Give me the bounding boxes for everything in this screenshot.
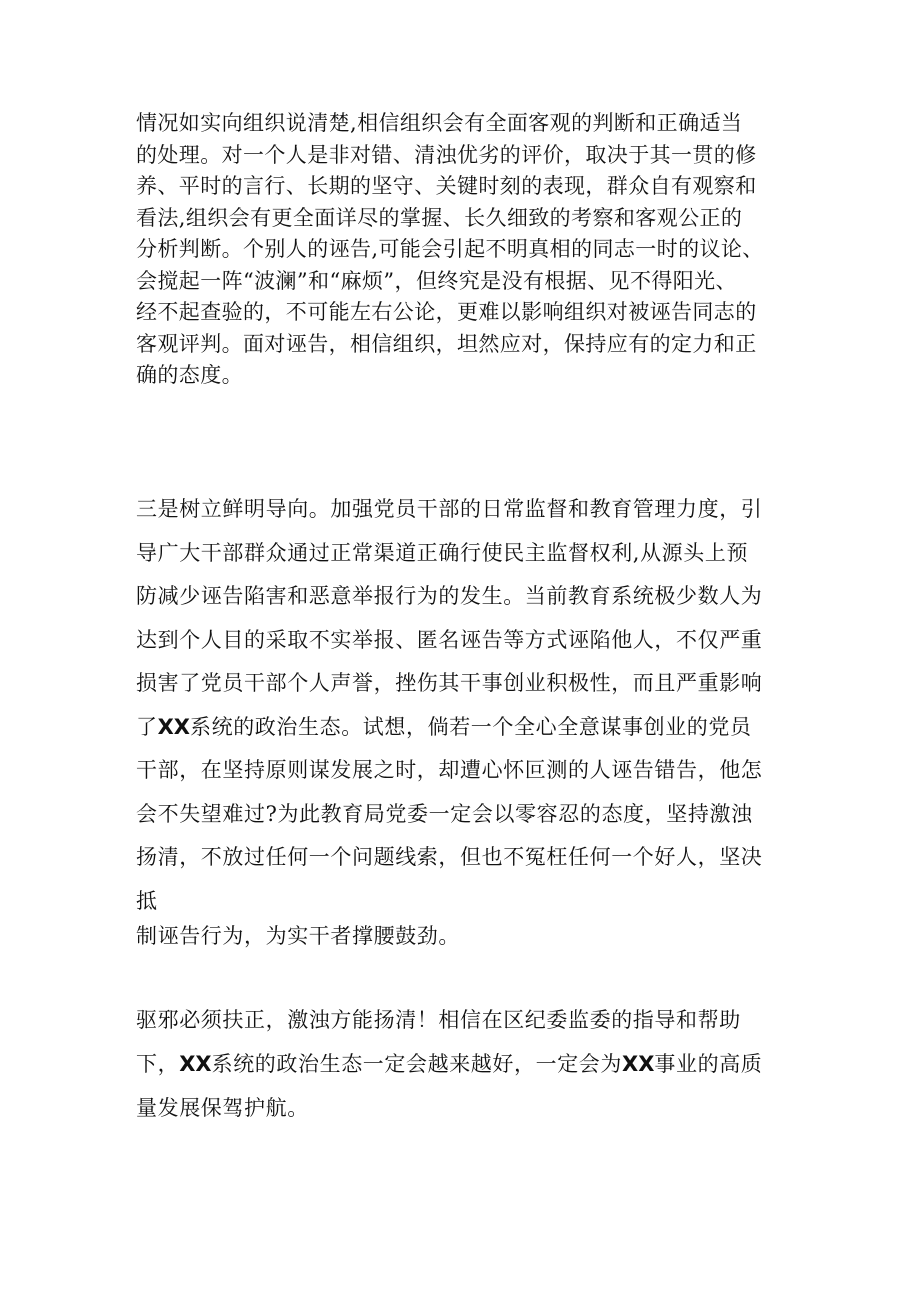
paragraph-line: 会不失望难过?为此教育局党委一定会以零容忍的态度，坚持激浊 [136,801,753,826]
placeholder-xx: XX [157,714,190,739]
paragraph-line: 看法,组织会有更全面详尽的掌握、长久细致的考察和客观公正的 [136,205,743,230]
paragraph-line: 干部，在坚持原则谋发展之时，却遭心怀叵测的人诬告错告，他怎 [136,758,763,782]
paragraph-line: 达到个人目的采取不实举报、匿名诬告等方式诬陷他人，不仅严重 [136,627,763,652]
paragraph-line: 了XX系统的政治生态。试想，倘若一个全心全意谋事创业的党员 [136,714,752,739]
paragraph-line: 扬清，不放过任何一个问题线索，但也不冤枉任何一个好人，坚决 [136,845,763,869]
paragraph-line: 的处理。对一个人是非对错、清浊优劣的评价，取决于其一贯的修 [136,142,757,167]
paragraph-3 [136,998,798,1130]
paragraph-line: 制诬告行为，为实干者撑腰鼓劲。 [136,924,460,948]
paragraph-line: 损害了党员干部个人声誉，挫伤其干事创业积极性，而且严重影响 [136,671,763,695]
paragraph-1 [136,108,798,392]
paragraph-line: 导广大干部群众通过正常渠道正确行使民主监督权利,从源头上预 [136,540,749,565]
paragraph-line: 量发展保驾护航。 [136,1096,309,1120]
paragraph-line: 客观评判。面对诬告，相信组织，坦然应对，保持应有的定力和正 [136,331,757,356]
placeholder-xx: XX [179,1052,212,1076]
paragraph-line: 下，XX系统的政治生态一定会越来越好，一定会为XX事业的高质 [136,1052,763,1076]
paragraph-line: 情况如实向组织说清楚,相信组织会有全面客观的判断和正确适当 [136,111,743,135]
placeholder-xx: XX [622,1052,655,1076]
paragraph-line: 会搅起一阵“波澜”和“麻烦”，但终究是没有根据、见不得阳光、 [136,268,737,293]
paragraph-line: 分析判断。个别人的诬告,可能会引起不明真相的同志一时的议论、 [136,237,764,261]
paragraph-line: 养、平时的言行、长期的坚守、关键时刻的表现，群众自有观察和 [136,174,757,198]
paragraph-line: 确的态度。 [136,363,243,387]
paragraph-line: 防减少诬告陷害和恶意举报行为的发生。当前教育系统极少数人为 [136,584,763,608]
paragraph-line: 抵 [136,888,158,913]
paragraph-line: 驱邪必须扶正，激浊方能扬清！相信在区纪委监委的指导和帮助 [136,1008,741,1032]
paragraph-line: 经不起查验的，不可能左右公论，更难以影响组织对被诬告同志的 [136,300,757,324]
paragraph-2 [136,488,798,959]
paragraph-line: 三是树立鲜明导向。加强党员干部的日常监督和教育管理力度，引 [136,497,763,521]
